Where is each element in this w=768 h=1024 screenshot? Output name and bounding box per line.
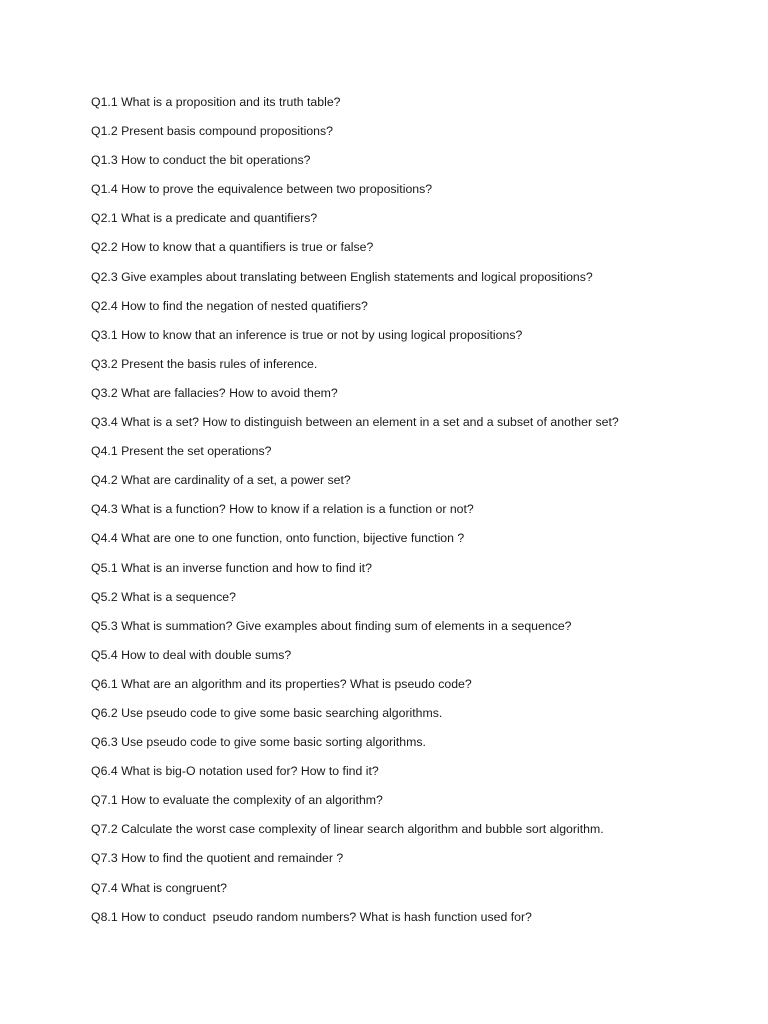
question-item: Q8.1 How to conduct pseudo random numbers? What is hash function used for? [91, 909, 532, 924]
question-item: Q1.1 What is a proposition and its truth table? [91, 95, 341, 109]
question-item: Q3.1 How to know that an inference is true or not by using logical propositions? [91, 327, 523, 342]
question-item: Q5.2 What is a sequence? [91, 589, 236, 604]
question-item: Q3.4 What is a set? How to distinguish between an element in a set and a subset of another set? [91, 415, 619, 430]
question-item: Q7.2 Calculate the worst case complexity of linear search algorithm and bubble sort algorithm. [91, 822, 604, 837]
question-item: Q4.1 Present the set operations? [91, 444, 272, 459]
question-item: Q6.4 What is big-O notation used for? How to find it? [91, 764, 379, 779]
question-item: Q2.1 What is a predicate and quantifiers? [91, 211, 318, 226]
question-item: Q1.2 Present basis compound propositions? [91, 124, 333, 139]
question-item: Q7.1 How to evaluate the complexity of an algorithm? [91, 793, 383, 808]
question-item: Q2.2 How to know that a quantifiers is true or false? [91, 240, 374, 255]
question-item: Q2.4 How to find the negation of nested quatifiers? [91, 298, 368, 313]
question-item: Q3.2 Present the basis rules of inference. [91, 356, 318, 371]
question-item: Q5.1 What is an inverse function and how to find it? [91, 560, 372, 575]
question-item: Q3.2 What are fallacies? How to avoid them? [91, 385, 338, 400]
question-item: Q6.1 What are an algorithm and its properties? What is pseudo code? [91, 676, 472, 691]
question-item: Q7.3 How to find the quotient and remainder ? [91, 851, 344, 866]
question-item: Q2.3 Give examples about translating between English statements and logical propositions? [91, 269, 593, 284]
question-item: Q1.3 How to conduct the bit operations? [91, 153, 311, 168]
question-item: Q5.3 What is summation? Give examples about finding sum of elements in a sequence? [91, 618, 572, 633]
question-item: Q7.4 What is congruent? [91, 880, 228, 895]
question-item: Q4.4 What are one to one function, onto function, bijective function ? [91, 531, 465, 546]
question-item: Q4.3 What is a function? How to know if a relation is a function or not? [91, 502, 474, 517]
question-list [91, 92, 751, 936]
question-item: Q5.4 How to deal with double sums? [91, 647, 292, 662]
question-item: Q4.2 What are cardinality of a set, a power set? [91, 473, 351, 488]
question-item: Q6.2 Use pseudo code to give some basic searching algorithms. [91, 705, 443, 720]
question-item: Q6.3 Use pseudo code to give some basic sorting algorithms. [91, 735, 426, 750]
question-item: Q1.4 How to prove the equivalence between two propositions? [91, 182, 433, 197]
